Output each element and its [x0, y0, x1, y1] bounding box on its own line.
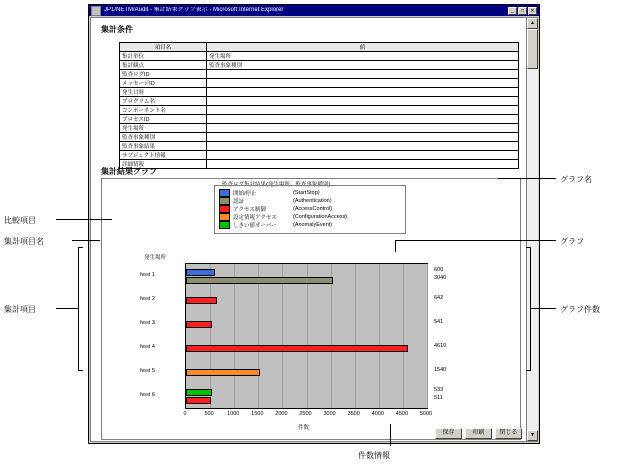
- x-tick-label: 0: [183, 411, 187, 417]
- column-header-name: 項目名: [120, 43, 207, 52]
- cell-item-value: 監査事象種別: [207, 61, 519, 70]
- cell-item-value: [207, 142, 519, 151]
- brace-agg-item: [78, 247, 83, 371]
- cell-item-value: [207, 151, 519, 160]
- legend-item: [219, 197, 401, 205]
- bar: [186, 297, 217, 304]
- category-label: host 5: [140, 368, 155, 374]
- legend-label-jp: 設定情報アクセス: [233, 215, 277, 221]
- leader-compare-item: [56, 219, 112, 220]
- x-tick-label: 4500: [395, 411, 409, 417]
- legend-label-en: (StartStop): [293, 190, 320, 196]
- bar: [186, 321, 212, 328]
- save-button[interactable]: 保存: [435, 428, 462, 439]
- legend-swatch-icon: [219, 221, 230, 229]
- gridline: [307, 264, 308, 408]
- annotation-graph-name: グラフ名: [560, 175, 592, 184]
- cell-item-value: [207, 133, 519, 142]
- gridline: [403, 264, 404, 408]
- legend-item: [219, 213, 401, 221]
- legend: [214, 185, 406, 234]
- scroll-thumb[interactable]: [527, 29, 538, 69]
- bar-count-label: 642: [434, 295, 444, 301]
- bar: [186, 277, 333, 284]
- legend-label-en: (AccessControl): [293, 206, 333, 212]
- gridline: [427, 264, 428, 408]
- vertical-scrollbar[interactable]: [526, 18, 537, 441]
- table-row: [120, 61, 519, 70]
- table-row: [120, 133, 519, 142]
- annotation-agg-item-name: 集計項目名: [4, 237, 44, 246]
- legend-label-en: (Authentication): [293, 198, 332, 204]
- close-dialog-button[interactable]: 閉じる: [495, 428, 522, 439]
- legend-label-jp: 開始/停止: [233, 191, 257, 197]
- cell-item-value: [207, 79, 519, 88]
- close-button[interactable]: ✕: [528, 7, 537, 15]
- annotation-graph-count: グラフ件数: [560, 305, 600, 314]
- x-tick-label: 2000: [275, 411, 288, 417]
- gridline: [258, 264, 259, 408]
- x-tick-label: 2500: [299, 411, 312, 417]
- condition-table: [119, 42, 519, 169]
- cell-item-value: [207, 106, 519, 115]
- cell-item-value: [207, 88, 519, 97]
- cell-item-name: 集計観点: [120, 61, 207, 70]
- bar-count-label: 541: [434, 319, 444, 325]
- bar: [186, 397, 211, 404]
- annotation-count-info: 件数情報: [358, 451, 390, 460]
- maximize-button[interactable]: □: [518, 7, 527, 15]
- y-axis-title: 発生場所: [144, 255, 167, 261]
- table-row: [120, 142, 519, 151]
- legend-label-jp: しきい値オーバー: [233, 223, 277, 229]
- x-axis-title: 件数: [298, 425, 310, 431]
- cell-item-value: [207, 124, 519, 133]
- bar-count-label: 4610: [434, 343, 447, 349]
- x-tick-label: 3500: [347, 411, 360, 417]
- window-title: JP1/NETM/Audit - 集計結果グラフ表示 - Microsoft Internet Explorer: [104, 7, 284, 13]
- legend-item: [219, 221, 401, 229]
- category-label: host 1: [140, 272, 155, 278]
- window-client-area: [90, 17, 538, 442]
- legend-item: [219, 205, 401, 213]
- bar-count-label: 533: [434, 387, 444, 393]
- table-row: [120, 160, 519, 169]
- leader-agg-item: [56, 308, 78, 309]
- window-buttons: [508, 7, 537, 15]
- legend-swatch-icon: [219, 213, 230, 221]
- cell-item-value: [207, 97, 519, 106]
- x-tick-label: 5000: [419, 411, 433, 417]
- cell-item-value: [207, 70, 519, 79]
- category-label: host 3: [140, 320, 155, 326]
- bar: [186, 345, 408, 352]
- legend-label-jp: アクセス制御: [233, 207, 266, 213]
- legend-item: [219, 189, 401, 197]
- graph-section-heading: 集計結果グラフ: [101, 167, 157, 176]
- x-tick-label: 1000: [227, 411, 240, 417]
- cell-item-name: プロセスID: [120, 115, 207, 124]
- page-content: [91, 18, 526, 441]
- cell-item-value: [207, 160, 519, 169]
- ie-document-icon: [91, 6, 101, 16]
- scroll-up-button[interactable]: ▲: [527, 18, 538, 29]
- leader-graph-name: [498, 178, 556, 179]
- condition-section-heading: 集計条件: [101, 25, 133, 34]
- cell-item-name: メッセージID: [120, 79, 207, 88]
- leader-graph-down: [395, 240, 396, 252]
- cell-item-name: 集計単位: [120, 52, 207, 61]
- application-window: [88, 4, 540, 444]
- table-row: [120, 97, 519, 106]
- annotation-compare-item: 比較項目: [4, 216, 36, 225]
- gridline: [210, 264, 211, 408]
- x-tick-label: 3000: [323, 411, 336, 417]
- cell-item-value: [207, 115, 519, 124]
- bar-count-label: 1540: [434, 367, 447, 373]
- bar-count-label: 600: [434, 267, 444, 273]
- leader-graph-count: [530, 308, 556, 309]
- leader-count-info: [390, 424, 391, 446]
- button-bar: [435, 428, 522, 439]
- cell-item-name: 発生場所: [120, 124, 207, 133]
- leader-graph: [395, 240, 556, 241]
- annotation-graph: グラフ: [560, 237, 584, 246]
- minimize-button[interactable]: _: [508, 7, 517, 15]
- table-row: [120, 79, 519, 88]
- gridline: [379, 264, 380, 408]
- table-row: [120, 88, 519, 97]
- table-row: [120, 151, 519, 160]
- graph-name-label: 監査ログ集計結果(発生場所、監査事象種別): [222, 182, 331, 188]
- cell-item-name: コンポーネント名: [120, 106, 207, 115]
- cell-item-name: サブジェクト情報: [120, 151, 207, 160]
- legend-swatch-icon: [219, 205, 230, 213]
- graph-panel: [101, 178, 521, 440]
- cell-item-name: 詳細情報: [120, 160, 207, 169]
- cell-item-value: 発生場所: [207, 52, 519, 61]
- table-row: [120, 70, 519, 79]
- legend-swatch-icon: [219, 197, 230, 205]
- cell-item-name: プログラム名: [120, 97, 207, 106]
- legend-label-jp: 認証: [233, 199, 245, 205]
- bar: [186, 389, 212, 396]
- x-tick-label: 500: [204, 411, 214, 417]
- window-titlebar: [89, 5, 539, 16]
- scroll-down-button[interactable]: ▼: [527, 430, 538, 441]
- table-row: [120, 52, 519, 61]
- annotation-agg-item: 集計項目: [4, 305, 36, 314]
- cell-item-name: 監査事象種別: [120, 133, 207, 142]
- table-row: [120, 115, 519, 124]
- gridline: [355, 264, 356, 408]
- condition-table-body: [120, 52, 519, 169]
- table-row: [120, 106, 519, 115]
- x-tick-label: 1500: [251, 411, 264, 417]
- bar-count-label: 511: [434, 395, 443, 401]
- bar: [186, 269, 215, 276]
- leader-agg-item-name: [72, 240, 100, 241]
- bar-count-label: 3040: [434, 275, 447, 281]
- gridline: [282, 264, 283, 408]
- legend-label-en: (AnomalyEvent): [293, 222, 333, 228]
- brace-graph-count: [526, 247, 531, 371]
- category-label: host 2: [140, 296, 155, 302]
- cell-item-name: 監査事象結果: [120, 142, 207, 151]
- gridline: [234, 264, 235, 408]
- cell-item-name: 発生日時: [120, 88, 207, 97]
- plot-area: [185, 263, 428, 409]
- category-label: host 6: [140, 392, 155, 398]
- category-label: host 4: [140, 344, 155, 350]
- column-header-value: 値: [207, 43, 519, 52]
- table-header-row: [120, 43, 519, 52]
- legend-label-en: (ConfigurationAccess): [293, 214, 348, 220]
- bar: [186, 369, 260, 376]
- cell-item-name: 監査ログID: [120, 70, 207, 79]
- table-row: [120, 124, 519, 133]
- x-tick-label: 4000: [371, 411, 384, 417]
- print-button[interactable]: 印刷: [465, 428, 492, 439]
- gridline: [331, 264, 332, 408]
- legend-swatch-icon: [219, 189, 230, 197]
